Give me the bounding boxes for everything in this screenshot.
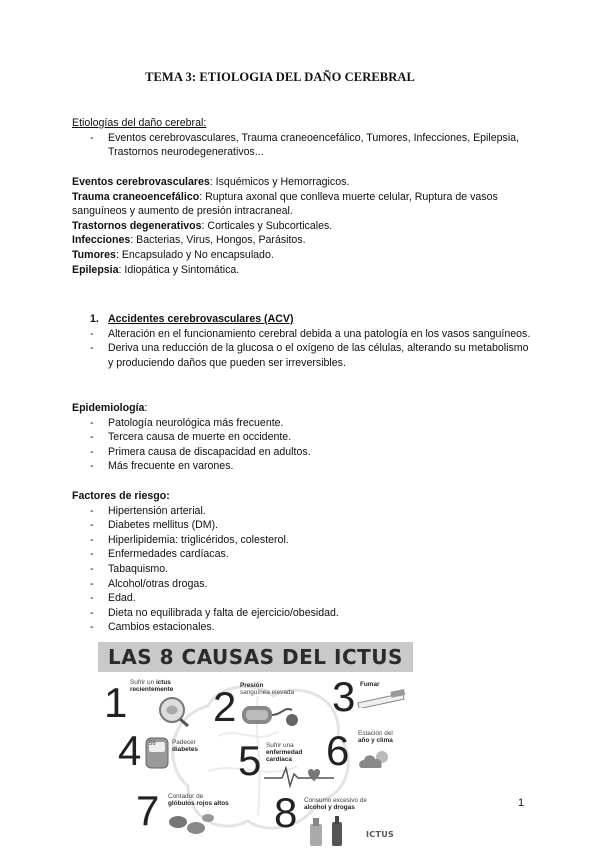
list-item: [72, 547, 532, 562]
definition-term: Trastornos degenerativos: [72, 219, 202, 232]
definition-term: Eventos cerebrovasculares: [72, 176, 210, 188]
epidemiologia-section: [72, 401, 532, 474]
definition-row: [72, 190, 532, 219]
cause-number: 5: [238, 737, 262, 784]
definition-text: : Bacterias, Virus, Hongos, Parásitos.: [130, 234, 306, 247]
bottles-icon: [306, 814, 354, 848]
definition-term: Trauma craneoencefálico: [72, 190, 200, 203]
cause-caption: Padecer diabetes: [172, 739, 198, 754]
dash-bullet: -: [90, 342, 94, 355]
cause-number: 3: [332, 673, 356, 720]
heartbeat-icon: [264, 764, 334, 788]
list-item: [72, 504, 532, 519]
list-item: [72, 416, 532, 431]
list-item-text: Alcohol/otras drogas.: [108, 577, 208, 590]
cause-number: 8: [274, 789, 298, 836]
dash-bullet: -: [90, 416, 94, 429]
list-item-text: Eventos cerebrovasculares, Trauma craneoencefálico, Tumores, Infecciones, Epilepsia, Trastornos neurodegenerativos...: [108, 131, 520, 159]
cause-caption: Presión sanguínea elevada: [240, 682, 295, 697]
list-item-text: Alteración en el funcionamiento cerebral debida a una patología en los vasos sanguíneos.: [108, 327, 531, 340]
epidemiologia-heading-row: [72, 401, 532, 416]
factores-heading: Factores de riesgo:: [72, 490, 170, 502]
definition-term: Tumores: [72, 248, 116, 261]
definition-text: : Ruptura axonal que conlleva muerte celular, Ruptura de vasos sanguíneos y aumento de presión intracraneal.: [72, 190, 498, 218]
list-item: [72, 533, 532, 548]
list-item-text: Dieta no equilibrada y falta de ejercicio/obesidad.: [108, 606, 339, 619]
dash-bullet: -: [90, 533, 94, 546]
definition-text: : Isquémicos y Hemorragicos.: [209, 176, 350, 188]
list-item: [72, 518, 532, 533]
cause-caption: Fumar: [360, 681, 380, 688]
dash-bullet: -: [90, 327, 94, 340]
list-item: [72, 591, 532, 606]
acv-heading: [72, 312, 532, 327]
acv-section: [72, 312, 532, 370]
blood-cells-icon: [166, 810, 216, 840]
list-item: [72, 131, 532, 160]
list-item-text: Cambios estacionales.: [108, 621, 215, 634]
list-item-text: Hipertensión arterial.: [108, 504, 206, 517]
acv-heading-text: Accidentes cerebrovasculares (ACV): [108, 313, 294, 325]
definition-term: Epilepsia: [72, 263, 119, 276]
cause-caption: Consumo excesivo de alcohol y drogas: [304, 797, 367, 812]
magnifier-icon: [152, 694, 192, 728]
dash-bullet: -: [90, 606, 94, 619]
cause-number: 4: [118, 727, 142, 774]
list-item: [72, 430, 532, 445]
definition-term: Infecciones: [72, 234, 131, 247]
dash-bullet: -: [90, 445, 94, 458]
page-title: TEMA 3: ETIOLOGIA DEL DAÑO CEREBRAL: [145, 70, 415, 84]
dash-bullet: -: [90, 548, 94, 561]
cause-caption: Contador de glóbulos rojos altos: [168, 793, 229, 808]
epidemiologia-heading: Epidemiología: [72, 402, 145, 414]
list-item-text: Enfermedades cardíacas.: [108, 548, 229, 561]
dash-bullet: -: [90, 519, 94, 532]
infographic-banner-text: LAS 8 CAUSAS DEL ICTUS: [108, 645, 403, 669]
list-item-text: Patología neurológica más frecuente.: [108, 416, 284, 429]
definition-row: [72, 263, 532, 278]
list-item-text: Edad.: [108, 592, 136, 605]
cause-caption: Sufrir un ictus recientemente: [130, 679, 174, 694]
list-item: [72, 459, 532, 474]
definition-text: : Idiopática y Sintomática.: [118, 263, 240, 276]
list-item: [72, 327, 532, 342]
definition-row: [72, 219, 532, 234]
blood-pressure-icon: [240, 700, 300, 730]
list-item: [72, 620, 532, 635]
list-item: [72, 562, 532, 577]
glucometer-icon: [144, 736, 170, 770]
list-item-text: Diabetes mellitus (DM).: [108, 519, 219, 532]
glucometer-value: 56: [149, 741, 156, 747]
list-item-text: Tabaquismo.: [108, 562, 169, 575]
etiologias-section: [72, 116, 532, 160]
list-item-text: Tercera causa de muerte en occidente.: [108, 431, 292, 444]
definitions-section: [72, 175, 532, 277]
ictus-infographic: [98, 642, 413, 848]
list-item-text: Más frecuente en varones.: [108, 460, 234, 473]
dash-bullet: -: [90, 504, 94, 517]
cause-caption: Sufrir una enfermedad cardíaca: [266, 742, 303, 764]
dash-bullet: -: [90, 562, 94, 575]
dash-bullet: -: [90, 621, 94, 634]
dash-bullet: -: [90, 431, 94, 444]
cause-number: 7: [136, 787, 160, 834]
cause-caption: Estación del año y clima: [358, 730, 393, 745]
dash-bullet: -: [90, 577, 94, 590]
page-number: 1: [518, 797, 525, 809]
weather-cloud-icon: [356, 748, 396, 774]
factores-section: [72, 489, 532, 635]
definition-text: : Encapsulado y No encapsulado.: [115, 248, 274, 261]
heading-colon: :: [144, 402, 148, 414]
definition-text: : Corticales y Subcorticales.: [201, 219, 333, 232]
cause-number: 1: [104, 679, 128, 726]
cause-number: 6: [326, 727, 350, 774]
etiologias-heading: Etiologías del daño cerebral:: [72, 117, 207, 129]
list-item: [72, 445, 532, 460]
list-item: [72, 577, 532, 592]
dash-bullet: -: [90, 592, 94, 605]
ictus-logo: ICTUS: [366, 830, 395, 839]
list-item: [72, 341, 532, 370]
cigarette-icon: [356, 688, 412, 708]
dash-bullet: -: [90, 460, 94, 473]
list-item: [72, 606, 532, 621]
list-item-text: Primera causa de discapacidad en adultos.: [108, 445, 311, 458]
definition-row: [72, 248, 532, 263]
list-item-text: Deriva una reducción de la glucosa o el oxígeno de las células, alterando su metabolismo y produciendo daños que pueden ser irreversibles.: [108, 342, 529, 369]
dash-bullet: -: [90, 131, 94, 144]
definition-row: [72, 233, 532, 248]
acv-number: 1.: [90, 313, 99, 325]
list-item-text: Hiperlipidemia: triglicéridos, colesterol.: [108, 533, 289, 546]
cause-number: 2: [213, 683, 237, 730]
definition-row: [72, 175, 532, 190]
